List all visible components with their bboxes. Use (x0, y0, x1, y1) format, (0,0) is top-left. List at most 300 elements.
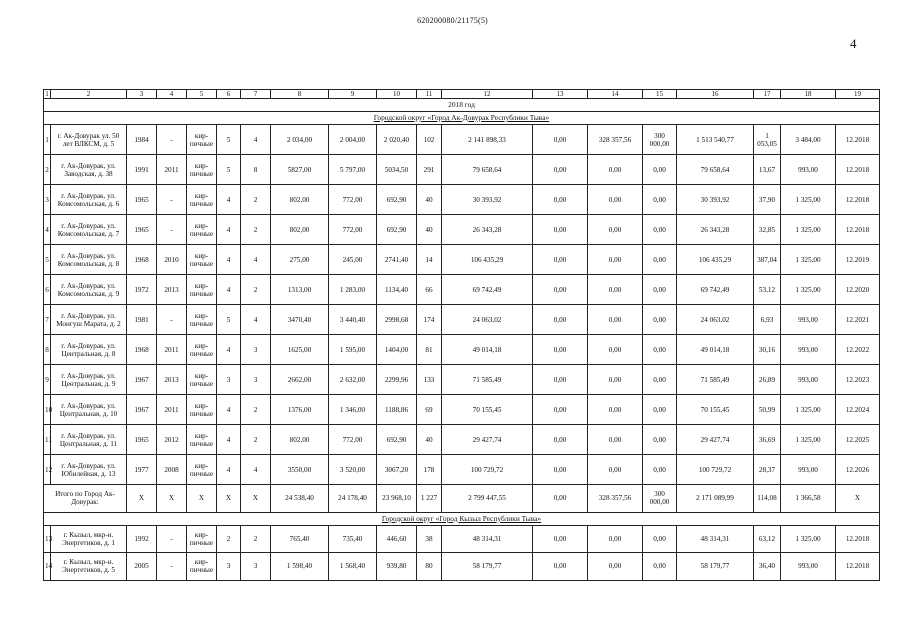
table-cell: 4 (241, 245, 271, 275)
table-cell: 4 (241, 305, 271, 335)
table-cell: 12.2025 (836, 425, 880, 455)
table-cell: 2011 (157, 395, 187, 425)
table-cell: 12.2018 (836, 215, 880, 245)
table-cell: 7 (241, 90, 271, 99)
table-cell: 0,00 (588, 395, 643, 425)
table-cell: кир-пичные (187, 215, 217, 245)
table-cell: 12.2023 (836, 365, 880, 395)
table-cell: 2 141 898,33 (442, 125, 533, 155)
table-cell: 4 (157, 90, 187, 99)
table-cell: 71 585,49 (677, 365, 754, 395)
table-cell: 40 (417, 215, 442, 245)
table-cell: 3 (241, 365, 271, 395)
table-cell: 12.2022 (836, 335, 880, 365)
table-cell: 1625,00 (271, 335, 329, 365)
table-cell: 3 (241, 335, 271, 365)
table-cell: 0,00 (643, 553, 677, 581)
table-cell: 802,00 (271, 425, 329, 455)
table-cell: 58 179,77 (442, 553, 533, 581)
table-cell: 12.2018 (836, 553, 880, 581)
table-cell: г. Ак-Довурак, ул. Комсомольская, д. 7 (51, 215, 127, 245)
table-cell: 11 (417, 90, 442, 99)
table-cell: 1 325,00 (781, 425, 836, 455)
table-cell: 69 (417, 395, 442, 425)
table-cell: 1376,00 (271, 395, 329, 425)
housing-repair-table (43, 89, 880, 581)
table-cell: 245,00 (329, 245, 377, 275)
table-cell: 106 435,29 (677, 245, 754, 275)
table-cell: 2 632,00 (329, 365, 377, 395)
table-cell: 1965 (127, 215, 157, 245)
table-cell: 30 393,92 (677, 185, 754, 215)
table-cell: 4 (217, 455, 241, 485)
table-cell: 0,00 (533, 425, 588, 455)
table-cell: 40 (417, 425, 442, 455)
table-cell: 1965 (127, 425, 157, 455)
table-cell: 993,00 (781, 553, 836, 581)
table-cell: 32,85 (754, 215, 781, 245)
table-cell: 106 435,29 (442, 245, 533, 275)
table-cell: 0,00 (643, 335, 677, 365)
table-cell: 275,00 (271, 245, 329, 275)
table-cell: 40 (417, 185, 442, 215)
table-cell: 8 (44, 335, 51, 365)
table-cell: 2012 (157, 425, 187, 455)
table-cell: 3067,20 (377, 455, 417, 485)
table-cell: 0,00 (643, 425, 677, 455)
table-cell: 4 (217, 275, 241, 305)
table-cell: 36,40 (754, 553, 781, 581)
document-id: 620200080/21175(5) (417, 16, 488, 25)
table-cell: 446,60 (377, 525, 417, 553)
table-cell: 0,00 (533, 155, 588, 185)
table-cell: 26 343,28 (677, 215, 754, 245)
table-cell: 0,00 (643, 525, 677, 553)
table-cell: 1 513 540,77 (677, 125, 754, 155)
table-cell: 1 325,00 (781, 185, 836, 215)
table-cell: 993,00 (781, 335, 836, 365)
table-cell: 69 742,49 (442, 275, 533, 305)
table-cell: 2011 (157, 155, 187, 185)
table-cell: 291 (417, 155, 442, 185)
table-cell: 24 063,02 (677, 305, 754, 335)
table-cell: 4 (217, 245, 241, 275)
table-cell: 5 (44, 245, 51, 275)
table-cell: 0,00 (643, 275, 677, 305)
table-cell: 2010 (157, 245, 187, 275)
table-cell: 2011 (157, 335, 187, 365)
table-cell: 0,00 (533, 245, 588, 275)
table-cell: г. Ак-Довурак, ул. Юбилейная, д. 13 (51, 455, 127, 485)
table-cell: 3 (44, 185, 51, 215)
table-cell: 13 (533, 90, 588, 99)
table-cell: 2 (241, 275, 271, 305)
table-cell: кир-пичные (187, 455, 217, 485)
table-cell: 772,00 (329, 425, 377, 455)
table-cell: 0,00 (588, 553, 643, 581)
table-cell: 12.2020 (836, 275, 880, 305)
table-cell: 102 (417, 125, 442, 155)
table-cell: 1134,40 (377, 275, 417, 305)
table-cell: 2 (241, 425, 271, 455)
table-cell: 1 325,00 (781, 395, 836, 425)
table-cell: 100 729,72 (442, 455, 533, 485)
table-cell: 48 314,31 (442, 525, 533, 553)
table-cell: 70 155,45 (442, 395, 533, 425)
table-cell: 9 (44, 365, 51, 395)
table-cell: г. Ак-Довурак, ул. Центральная, д. 10 (51, 395, 127, 425)
table-cell: 2005 (127, 553, 157, 581)
table-cell: 0,00 (588, 455, 643, 485)
table-cell: 0,00 (588, 335, 643, 365)
table-cell: г. Ак-Довурак, ул. Комсомольская, д. 6 (51, 185, 127, 215)
table-cell: - (157, 525, 187, 553)
table-cell: 12.2021 (836, 305, 880, 335)
table-cell: 3 (217, 553, 241, 581)
table-cell: 0,00 (533, 455, 588, 485)
table-cell: 1968 (127, 245, 157, 275)
table-cell: 692,90 (377, 185, 417, 215)
table-cell: 0,00 (533, 305, 588, 335)
table-cell: 2 799 447,55 (442, 485, 533, 513)
table-cell: 0,00 (533, 215, 588, 245)
table-cell: X (187, 485, 217, 513)
table-cell: 0,00 (643, 215, 677, 245)
table-cell: 2008 (157, 455, 187, 485)
table-cell: 12.2019 (836, 245, 880, 275)
table-cell: кир-пичные (187, 305, 217, 335)
table-cell: 49 014,18 (677, 335, 754, 365)
page-number: 4 (850, 36, 857, 51)
table-cell: 1 366,58 (781, 485, 836, 513)
table-cell: 4 (217, 425, 241, 455)
table-cell: 1188,86 (377, 395, 417, 425)
table-cell: 10 (377, 90, 417, 99)
table-cell: 0,00 (588, 155, 643, 185)
table-cell: 2018 год (44, 99, 880, 112)
table-cell: 1 325,00 (781, 525, 836, 553)
table-cell: 14 (417, 245, 442, 275)
table-cell: 0,00 (588, 425, 643, 455)
table-cell: г. Ак-Довурак, ул. Центральная, д. 11 (51, 425, 127, 455)
table-cell: 1 283,00 (329, 275, 377, 305)
table-cell: 1967 (127, 365, 157, 395)
table-cell: 29 427,74 (677, 425, 754, 455)
table-cell: 15 (643, 90, 677, 99)
table-cell: г. Ак-Довурак, ул. Заводская, д. 38 (51, 155, 127, 185)
table-cell: 328 357,56 (588, 125, 643, 155)
table-cell: 114,08 (754, 485, 781, 513)
table-cell: 1 346,00 (329, 395, 377, 425)
table-cell: 30 393,92 (442, 185, 533, 215)
table-cell: 1 227 (417, 485, 442, 513)
table-cell: 0,00 (643, 455, 677, 485)
table-cell: 765,40 (271, 525, 329, 553)
table-cell: 6 (217, 90, 241, 99)
table-cell: 0,00 (643, 185, 677, 215)
table-cell: 772,00 (329, 185, 377, 215)
table-cell: 12 (442, 90, 533, 99)
table-cell: 692,90 (377, 425, 417, 455)
table-cell: 0,00 (588, 305, 643, 335)
table-cell: 0,00 (643, 155, 677, 185)
table-row (44, 425, 880, 455)
table-cell: 5 797,00 (329, 155, 377, 185)
table-cell: 993,00 (781, 365, 836, 395)
table-cell: 12 (44, 455, 51, 485)
table-row (44, 245, 880, 275)
table-cell: 2 (241, 185, 271, 215)
table-cell: 6,93 (754, 305, 781, 335)
table-cell: 3550,00 (271, 455, 329, 485)
table-cell: 802,00 (271, 215, 329, 245)
table-cell: 2 (51, 90, 127, 99)
table-cell: 802,00 (271, 185, 329, 215)
table-cell: 5 (187, 90, 217, 99)
table-cell: 26 343,28 (442, 215, 533, 245)
table-cell: 4 (217, 215, 241, 245)
table-cell: 3 484,00 (781, 125, 836, 155)
table-cell: 0,00 (588, 525, 643, 553)
table-cell: 0,00 (533, 553, 588, 581)
table-cell: 8 (271, 90, 329, 99)
table-cell: 1 325,00 (781, 245, 836, 275)
table-cell: X (241, 485, 271, 513)
table-cell: 48 314,31 (677, 525, 754, 553)
table-cell: г. Ак-Довурак, ул. Монгуш Марата, д. 2 (51, 305, 127, 335)
table-cell: 71 585,49 (442, 365, 533, 395)
table-cell: кир-пичные (187, 245, 217, 275)
table-cell: 5 (217, 155, 241, 185)
table-cell: кир-пичные (187, 425, 217, 455)
table-cell: - (157, 305, 187, 335)
table-cell: 0,00 (533, 335, 588, 365)
table-cell: 9 (329, 90, 377, 99)
table-cell: 772,00 (329, 215, 377, 245)
table-cell: 12.2018 (836, 185, 880, 215)
table-cell: X (836, 485, 880, 513)
table-cell: 28,37 (754, 455, 781, 485)
table-cell: кир-пичные (187, 155, 217, 185)
table-cell: X (217, 485, 241, 513)
table-cell: г. Кызыл, мкр-н. Энергетиков, д. 5 (51, 553, 127, 581)
table-cell: 0,00 (588, 365, 643, 395)
table-cell: - (157, 215, 187, 245)
table-cell: 1 325,00 (781, 275, 836, 305)
table-row (44, 553, 880, 581)
table-cell: 1965 (127, 185, 157, 215)
table-row (44, 275, 880, 305)
table-cell: 1981 (127, 305, 157, 335)
table-cell: 13 (44, 525, 51, 553)
table-cell: 993,00 (781, 155, 836, 185)
table-cell: 37,90 (754, 185, 781, 215)
table-cell: 1991 (127, 155, 157, 185)
table-cell: 3 (127, 90, 157, 99)
table-cell: 12.2018 (836, 525, 880, 553)
table-cell: 4 (241, 125, 271, 155)
table-cell: 66 (417, 275, 442, 305)
table-cell: 4 (217, 335, 241, 365)
table-cell: 2299,96 (377, 365, 417, 395)
table-cell: 13,67 (754, 155, 781, 185)
table-cell: 24 538,40 (271, 485, 329, 513)
table-row (44, 215, 880, 245)
table-cell: 692,90 (377, 215, 417, 245)
table-cell: 0,00 (533, 525, 588, 553)
table-row (44, 155, 880, 185)
table-cell: 2 (44, 155, 51, 185)
table-cell: кир-пичные (187, 365, 217, 395)
table-cell: 0,00 (533, 275, 588, 305)
table-cell: - (157, 125, 187, 155)
table-cell: 2 171 089,99 (677, 485, 754, 513)
table-cell: 24 178,40 (329, 485, 377, 513)
table-cell: 3 (217, 365, 241, 395)
table-cell: 19 (836, 90, 880, 99)
table-cell: 70 155,45 (677, 395, 754, 425)
district-band (44, 512, 880, 525)
table-cell: 993,00 (781, 305, 836, 335)
table-cell: 133 (417, 365, 442, 395)
table-cell: 69 742,49 (677, 275, 754, 305)
table-cell: 939,80 (377, 553, 417, 581)
table-cell: 2 (241, 215, 271, 245)
table-cell: г. Кызыл, мкр-н. Энергетиков, д. 1 (51, 525, 127, 553)
table-cell: 4 (217, 185, 241, 215)
table-cell: 5034,50 (377, 155, 417, 185)
table-cell: 1 598,40 (271, 553, 329, 581)
table-cell: 3 520,00 (329, 455, 377, 485)
table-cell: 5827,00 (271, 155, 329, 185)
table-cell: 10 (44, 395, 51, 425)
table-cell: 63,12 (754, 525, 781, 553)
table-cell: 2013 (157, 275, 187, 305)
table-cell: 1992 (127, 525, 157, 553)
table-cell: 1968 (127, 335, 157, 365)
table-cell: 7 (44, 305, 51, 335)
table-cell: 1 053,05 (754, 125, 781, 155)
table-cell: 12.2024 (836, 395, 880, 425)
table-cell: 4 (217, 395, 241, 425)
table-cell: 2 020,40 (377, 125, 417, 155)
table-cell: 24 063,02 (442, 305, 533, 335)
table-cell: 1 568,40 (329, 553, 377, 581)
table-row (44, 185, 880, 215)
table-cell: 0,00 (588, 275, 643, 305)
table-cell: кир-пичные (187, 275, 217, 305)
table-cell: г. Ак-Довурак, ул. Центральная, д. 9 (51, 365, 127, 395)
table-cell: 11 (44, 425, 51, 455)
table-cell: 36,69 (754, 425, 781, 455)
table-cell: 50,99 (754, 395, 781, 425)
district-band (44, 112, 880, 125)
table-cell: 5 (217, 125, 241, 155)
table-cell: 3470,40 (271, 305, 329, 335)
table-cell: 58 179,77 (677, 553, 754, 581)
table-cell: 2 (241, 525, 271, 553)
table-cell: Городской округ «Город Ак-Довурак Республики Тыва» (44, 112, 880, 125)
table-cell: 0,00 (533, 365, 588, 395)
table-cell: 3 440,40 (329, 305, 377, 335)
table-cell: 30,16 (754, 335, 781, 365)
table-row (44, 525, 880, 553)
table-row (44, 395, 880, 425)
table-cell: 178 (417, 455, 442, 485)
table-cell: 29 427,74 (442, 425, 533, 455)
total-row (44, 485, 880, 513)
table-cell: 300 000,00 (643, 485, 677, 513)
table-cell: 12.2026 (836, 455, 880, 485)
table-cell: 12.2018 (836, 155, 880, 185)
table-cell: 4 (44, 215, 51, 245)
table-cell: 0,00 (533, 485, 588, 513)
table-cell: 174 (417, 305, 442, 335)
table-cell: 1984 (127, 125, 157, 155)
table-cell: Городской округ «Город Кызыл Республики Тыва» (44, 512, 880, 525)
table-cell: 2013 (157, 365, 187, 395)
table-row (44, 125, 880, 155)
table-cell: 1977 (127, 455, 157, 485)
table-cell: кир-пичные (187, 395, 217, 425)
table-cell: 23 968,10 (377, 485, 417, 513)
table-cell: 1313,00 (271, 275, 329, 305)
table-cell: 387,04 (754, 245, 781, 275)
table-cell: 53,12 (754, 275, 781, 305)
table-cell: 14 (588, 90, 643, 99)
table-cell: 1 325,00 (781, 215, 836, 245)
table-cell: 5 (217, 305, 241, 335)
table-cell: 2 034,00 (271, 125, 329, 155)
table-cell: 0,00 (643, 365, 677, 395)
table-cell: 993,00 (781, 455, 836, 485)
table-cell: - (157, 185, 187, 215)
table-cell: 2 (217, 525, 241, 553)
table-cell: 1972 (127, 275, 157, 305)
table-cell: 49 014,18 (442, 335, 533, 365)
table-cell: - (157, 553, 187, 581)
table-cell: 0,00 (533, 125, 588, 155)
table-cell: 14 (44, 553, 51, 581)
year-band (44, 99, 880, 112)
table-cell: 1 (45, 90, 49, 98)
table-cell: 1967 (127, 395, 157, 425)
table-cell: 17 (754, 90, 781, 99)
table-cell: 1 595,00 (329, 335, 377, 365)
table-cell: 6 (44, 275, 51, 305)
table-row (44, 305, 880, 335)
table-cell: 0,00 (643, 245, 677, 275)
table-cell: кир-пичные (187, 553, 217, 581)
table-cell: кир-пичные (187, 335, 217, 365)
table-cell: 79 658,64 (442, 155, 533, 185)
table-cell: г. Ак-Довурак, ул. Центральная, д. 8 (51, 335, 127, 365)
table-cell: 100 729,72 (677, 455, 754, 485)
table-cell: г. Ак-Довурак ул. 50 лет ВЛКСМ, д. 5 (51, 125, 127, 155)
table-cell: X (157, 485, 187, 513)
table-cell: 79 658,64 (677, 155, 754, 185)
table-cell: 328 357,56 (588, 485, 643, 513)
table-cell: 12.2018 (836, 125, 880, 155)
table-row (44, 455, 880, 485)
table-cell: 0,00 (643, 395, 677, 425)
table-cell: 4 (241, 455, 271, 485)
table-cell: кир-пичные (187, 185, 217, 215)
table-cell: 26,89 (754, 365, 781, 395)
table-cell: 300 000,00 (643, 125, 677, 155)
table-row (44, 335, 880, 365)
table-cell: 8 (241, 155, 271, 185)
